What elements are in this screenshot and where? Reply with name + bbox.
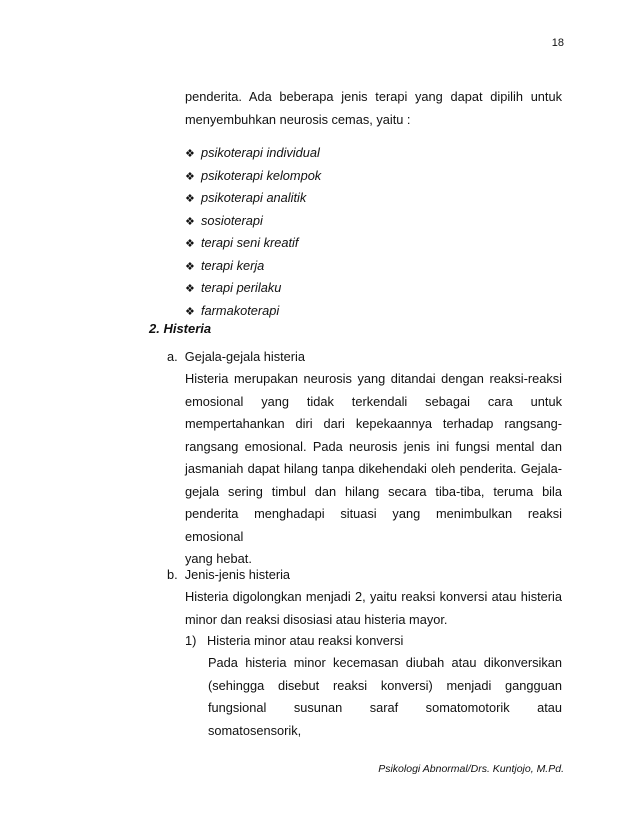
list-item-label: psikoterapi analitik: [201, 190, 307, 205]
paragraph-line: rangsang emosional. Pada neurosis jenis ini fungsi mental dan: [185, 438, 562, 454]
list-item-label: terapi kerja: [201, 257, 265, 273]
list-item: [185, 142, 321, 165]
paragraph-line: Pada histeria minor kecemasan diubah atau dikonversikan: [208, 655, 562, 670]
paragraph-line: jasmaniah dapat hilang tanpa dikehendaki oleh penderita. Gejala-: [185, 461, 562, 476]
list-item: [185, 232, 321, 255]
paragraph-line: yang hebat.: [185, 551, 252, 566]
list-item-label: terapi perilaku: [201, 280, 282, 295]
list-item-label: psikoterapi individual: [201, 145, 320, 160]
list-item-label: psikoterapi kelompok: [201, 167, 322, 183]
paragraph-line: minor dan reaksi disosiasi atau histeria mayor.: [185, 611, 448, 627]
diamond-bullet-icon: ❖: [185, 148, 195, 160]
therapy-list: [185, 142, 321, 322]
subsection-b-paragraph: [185, 586, 562, 631]
subsection-a-title: a. Gejala-gejala histeria: [167, 349, 305, 364]
list-item: [185, 255, 321, 278]
intro-line-1: penderita. Ada beberapa jenis terapi yang dapat dipilih untuk: [185, 89, 562, 104]
paragraph-line: Histeria digolongkan menjadi 2, yaitu reaksi konversi atau histeria: [185, 589, 562, 604]
paragraph-line: mempertahankan diri dari kepekaannya terhadap rangsang-: [185, 416, 562, 431]
diamond-bullet-icon: ❖: [185, 260, 195, 273]
list-item: [185, 165, 321, 188]
list-item: [185, 210, 321, 233]
page-footer: Psikologi Abnormal/Drs. Kuntjojo, M.Pd.: [378, 763, 564, 775]
diamond-bullet-icon: ❖: [185, 283, 195, 295]
list-item-label: terapi seni kreatif: [201, 235, 299, 250]
diamond-bullet-icon: ❖: [185, 238, 195, 250]
sub-item-1-paragraph: [208, 652, 562, 742]
paragraph-line: penderita menghadapi situasi yang menimbulkan reaksi emosional: [185, 506, 562, 544]
list-item-label: farmakoterapi: [201, 302, 280, 318]
subsection-a-paragraph: [185, 368, 562, 571]
intro-line-2: menyembuhkan neurosis cemas, yaitu :: [185, 111, 411, 127]
subsection-b-title: b. Jenis-jenis histeria: [167, 567, 291, 582]
diamond-bullet-icon: ❖: [185, 215, 195, 228]
section-heading: 2. Histeria: [149, 321, 212, 336]
list-item: [185, 277, 321, 300]
diamond-bullet-icon: ❖: [185, 193, 195, 205]
diamond-bullet-icon: ❖: [185, 170, 195, 183]
paragraph-line: gejala sering timbul dan hilang secara tiba-tiba, teruma bila: [185, 483, 562, 499]
list-item: [185, 187, 321, 210]
diamond-bullet-icon: ❖: [185, 305, 195, 318]
list-item: [185, 300, 321, 323]
page-number: 18: [551, 37, 564, 49]
paragraph-line: emosional yang tidak terkendali sebagai cara untuk: [185, 393, 562, 409]
paragraph-line: (sehingga disebut reaksi konversi) menjadi gangguan: [208, 677, 562, 693]
list-item-label: sosioterapi: [201, 212, 263, 228]
intro-paragraph: [185, 86, 562, 131]
paragraph-line: Histeria merupakan neurosis yang ditandai dengan reaksi-reaksi: [185, 371, 562, 386]
paragraph-line: fungsional susunan saraf somatomotorik atau somatosensorik,: [208, 700, 562, 738]
sub-item-1-title: 1) Histeria minor atau reaksi konversi: [185, 633, 404, 648]
